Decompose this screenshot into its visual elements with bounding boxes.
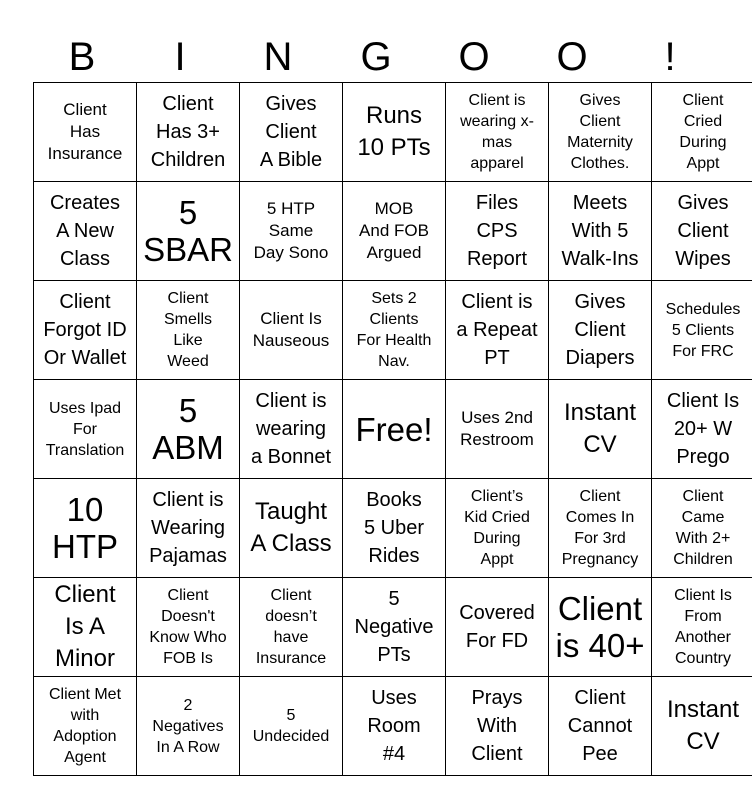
bingo-cell[interactable]: Client is Wearing Pajamas	[137, 479, 240, 578]
bingo-cell[interactable]: Client Met with Adoption Agent	[34, 677, 137, 776]
bingo-cell[interactable]: 10 HTP	[34, 479, 137, 578]
bingo-cell[interactable]: Schedules 5 Clients For FRC	[652, 281, 752, 380]
grid-body	[34, 83, 752, 776]
bingo-cell[interactable]: Creates A New Class	[34, 182, 137, 281]
bingo-cell[interactable]: Covered For FD	[446, 578, 549, 677]
bingo-cell[interactable]: Client Comes In For 3rd Pregnancy	[549, 479, 652, 578]
bingo-cell[interactable]: Client Cried During Appt	[652, 83, 752, 182]
bingo-cell[interactable]: 5 HTP Same Day Sono	[240, 182, 343, 281]
bingo-cell[interactable]: Runs 10 PTs	[343, 83, 446, 182]
title-letter: I	[174, 35, 186, 79]
bingo-cell[interactable]: Taught A Class	[240, 479, 343, 578]
bingo-cell[interactable]: Gives Client Wipes	[652, 182, 752, 281]
bingo-cell[interactable]: Client Is 20+ W Prego	[652, 380, 752, 479]
bingo-cell[interactable]: Client is 40+	[549, 578, 652, 677]
bingo-cell[interactable]: Gives Client A Bible	[240, 83, 343, 182]
bingo-cell[interactable]: 5 SBAR	[137, 182, 240, 281]
bingo-cell[interactable]: Books 5 Uber Rides	[343, 479, 446, 578]
bingo-cell[interactable]: Client doesn’t have Insurance	[240, 578, 343, 677]
bingo-cell[interactable]: 5 Undecided	[240, 677, 343, 776]
bingo-cell[interactable]: Uses Room #4	[343, 677, 446, 776]
bingo-cell[interactable]: 2 Negatives In A Row	[137, 677, 240, 776]
bingo-cell[interactable]: Client Doesn't Know Who FOB Is	[137, 578, 240, 677]
bingo-cell[interactable]: Client Is A Minor	[34, 578, 137, 677]
bingo-cell[interactable]: 5 ABM	[137, 380, 240, 479]
grid-row	[34, 479, 752, 578]
bingo-cell[interactable]: Client Has Insurance	[34, 83, 137, 182]
title-letter: N	[263, 35, 293, 79]
bingo-cell[interactable]: Client Has 3+ Children	[137, 83, 240, 182]
bingo-cell[interactable]: Free!	[343, 380, 446, 479]
bingo-cell[interactable]: Client Cannot Pee	[549, 677, 652, 776]
grid-row	[34, 182, 752, 281]
bingo-cell[interactable]: Client Came With 2+ Children	[652, 479, 752, 578]
bingo-cell[interactable]: 5 Negative PTs	[343, 578, 446, 677]
grid-row	[34, 281, 752, 380]
bingo-cell[interactable]: Instant CV	[549, 380, 652, 479]
title-letter: O	[458, 35, 490, 79]
bingo-cell[interactable]: Gives Client Diapers	[549, 281, 652, 380]
bingo-cell[interactable]: Client’s Kid Cried During Appt	[446, 479, 549, 578]
title-letter: !	[664, 35, 676, 79]
bingo-card-grid	[33, 82, 752, 776]
bingo-cell[interactable]: Uses 2nd Restroom	[446, 380, 549, 479]
bingo-cell[interactable]: Prays With Client	[446, 677, 549, 776]
bingo-title	[33, 32, 719, 82]
bingo-cell[interactable]: Files CPS Report	[446, 182, 549, 281]
bingo-cell[interactable]: Client is wearing a Bonnet	[240, 380, 343, 479]
bingo-cell[interactable]: Client is wearing x- mas apparel	[446, 83, 549, 182]
bingo-cell[interactable]: Client Is Nauseous	[240, 281, 343, 380]
bingo-cell[interactable]: Instant CV	[652, 677, 752, 776]
bingo-cell[interactable]: Client Is From Another Country	[652, 578, 752, 677]
bingo-cell[interactable]: Client Smells Like Weed	[137, 281, 240, 380]
title-letter: B	[68, 35, 96, 79]
bingo-cell[interactable]: MOB And FOB Argued	[343, 182, 446, 281]
bingo-cell[interactable]: Sets 2 Clients For Health Nav.	[343, 281, 446, 380]
bingo-cell[interactable]: Uses Ipad For Translation	[34, 380, 137, 479]
grid-row	[34, 677, 752, 776]
grid-row	[34, 578, 752, 677]
bingo-cell[interactable]: Client is a Repeat PT	[446, 281, 549, 380]
grid-row	[34, 380, 752, 479]
bingo-cell[interactable]: Meets With 5 Walk-Ins	[549, 182, 652, 281]
bingo-cell[interactable]: Client Forgot ID Or Wallet	[34, 281, 137, 380]
grid-row	[34, 83, 752, 182]
title-letter: O	[556, 35, 588, 79]
bingo-cell[interactable]: Gives Client Maternity Clothes.	[549, 83, 652, 182]
title-letter: G	[360, 35, 392, 79]
